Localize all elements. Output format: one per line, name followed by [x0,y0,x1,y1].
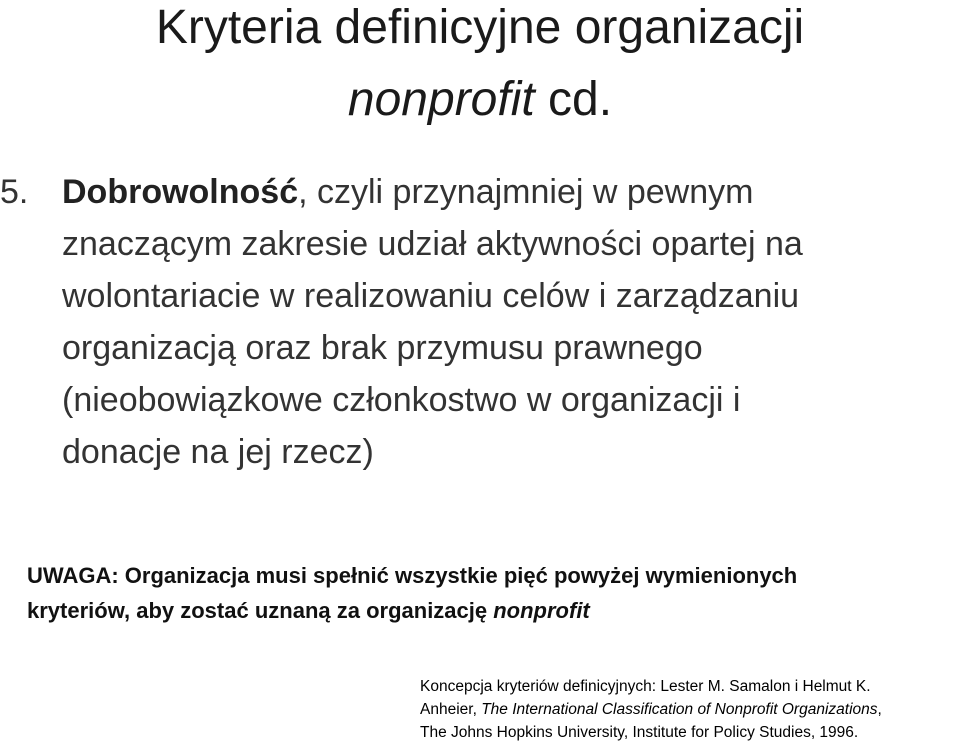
citation-line-2-prefix: Anheier, [420,701,482,718]
citation-line-2 [420,698,960,721]
citation-line-1: Koncepcja kryteriów definicyjnych: Lester M. Samalon i Helmut K. [420,678,871,695]
criterion-term: Dobrowolność [62,173,299,211]
slide-title-line-2 [0,72,960,128]
title-italic-term: nonprofit [347,73,535,126]
criterion-line-2: znaczącym zakresie udział aktywności opartej na [62,225,803,263]
criterion-line-6: donacje na jej rzecz) [62,433,374,471]
criterion-text [62,166,952,478]
note-block [27,558,952,628]
note-line-2 [27,593,952,628]
note-line-2-prefix: kryteriów, aby zostać uznaną za organizację [27,598,494,623]
citation-block [420,675,960,744]
criterion-number: 5. [0,173,29,211]
criterion-line-4: organizacją oraz brak przymusu prawnego [62,329,703,367]
criterion-line-3: wolontariacie w realizowaniu celów i zarządzaniu [62,277,800,315]
slide-title-line-1: Kryteria definicyjne organizacji [155,1,805,54]
note-line-1: UWAGA: Organizacja musi spełnić wszystkie pięć powyżej wymienionych [27,563,798,588]
citation-book-title: The International Classification of Nonprofit Organizations [481,701,878,718]
criterion-line-5: (nieobowiązkowe członkostwo w organizacji i [62,381,741,419]
citation-line-2-suffix: , [877,701,882,718]
note-italic-term: nonprofit [493,598,590,623]
criterion-line-1 [62,166,952,218]
title-suffix: cd. [534,73,613,126]
citation-line-3: The Johns Hopkins University, Institute for Policy Studies, 1996. [420,724,859,741]
criterion-line-1-rest: , czyli przynajmniej w pewnym [298,173,754,211]
